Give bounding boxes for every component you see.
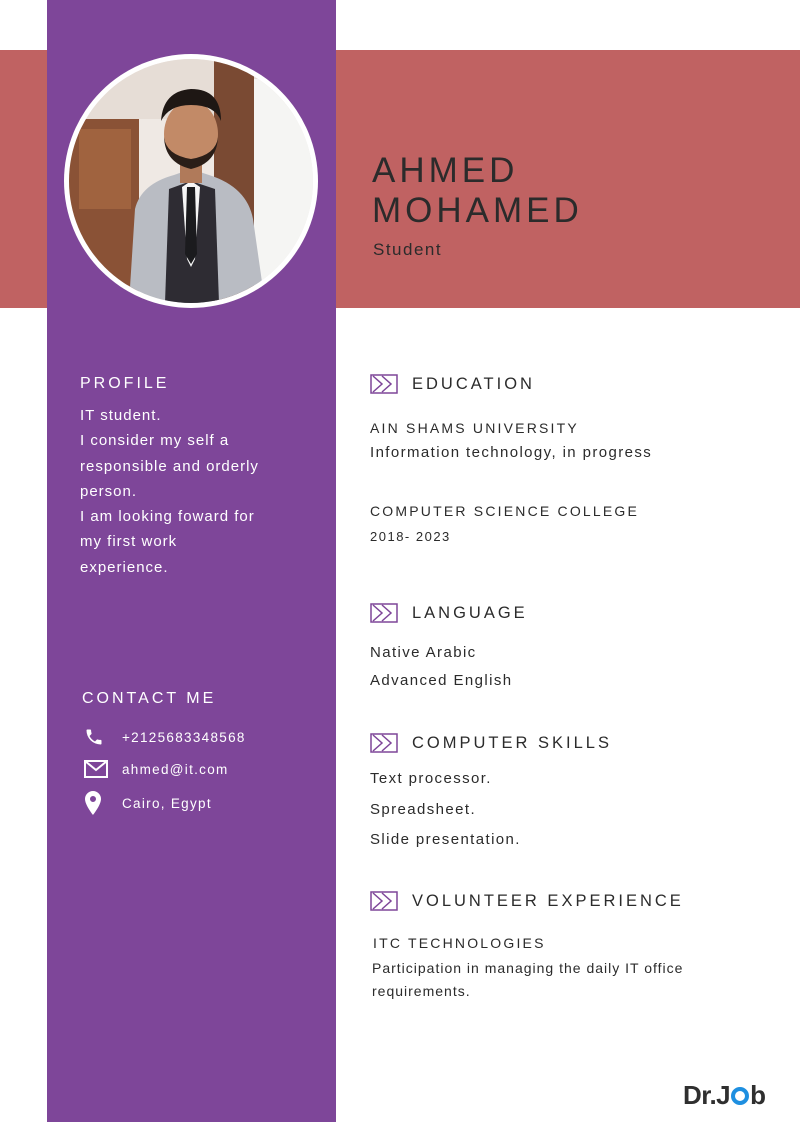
volunteer-description: Participation in managing the daily IT office requirements.: [372, 960, 684, 999]
education-section-header: [370, 374, 535, 394]
language-item: Advanced English: [370, 672, 513, 689]
volunteer-heading: VOLUNTEER EXPERIENCE: [412, 891, 684, 910]
last-name: MOHAMED: [372, 191, 583, 230]
logo-text-end: b: [750, 1080, 766, 1110]
program-name: Information technology, in progress: [370, 444, 653, 461]
profile-line: I consider my self a: [80, 432, 230, 450]
profile-line: experience.: [80, 558, 169, 576]
contact-phone-row: [84, 726, 246, 748]
profile-text: [80, 403, 320, 580]
location-pin-icon: [84, 792, 110, 814]
college-name: COMPUTER SCIENCE COLLEGE: [370, 503, 640, 519]
contact-location-row: [84, 792, 212, 814]
education-heading: EDUCATION: [412, 374, 535, 393]
envelope-icon: [84, 758, 110, 780]
skill-item: Slide presentation.: [370, 831, 521, 848]
phone-icon: [84, 726, 110, 748]
double-chevron-icon: [370, 603, 398, 623]
profile-heading: PROFILE: [80, 375, 170, 392]
profile-line: responsible and orderly: [80, 457, 259, 475]
skills-heading: COMPUTER SKILLS: [412, 733, 612, 752]
profile-line: my first work: [80, 533, 178, 551]
profile-line: person.: [80, 482, 138, 500]
skill-item: Spreadsheet.: [370, 801, 477, 818]
job-title: Student: [373, 240, 443, 259]
drjob-logo: [683, 1080, 766, 1111]
phone-number: +2125683348568: [122, 729, 246, 745]
location: Cairo, Egypt: [122, 795, 212, 811]
language-section-header: [370, 603, 528, 623]
double-chevron-icon: [370, 891, 398, 911]
profile-line: IT student.: [80, 407, 162, 424]
education-years: 2018- 2023: [370, 529, 451, 544]
skill-item: Text processor.: [370, 770, 492, 787]
language-item: Native Arabic: [370, 644, 477, 661]
email-address: ahmed@it.com: [122, 761, 229, 777]
person-photo-illustration: [69, 59, 313, 303]
first-name: AHMED: [372, 151, 519, 190]
volunteer-section-header: [370, 891, 684, 911]
double-chevron-icon: [370, 733, 398, 753]
contact-heading: CONTACT ME: [82, 690, 217, 707]
logo-o-ring-icon: [731, 1087, 749, 1105]
double-chevron-icon: [370, 374, 398, 394]
profile-line: I am looking foward for: [80, 508, 255, 526]
candidate-name: [372, 151, 583, 231]
skills-section-header: [370, 733, 612, 753]
volunteer-organization: ITC TECHNOLOGIES: [373, 935, 546, 951]
university-name: AIN SHAMS UNIVERSITY: [370, 420, 579, 436]
language-heading: LANGUAGE: [412, 603, 528, 622]
logo-text-start: Dr.J: [683, 1080, 731, 1110]
profile-photo: [64, 54, 318, 308]
contact-email-row: [84, 758, 229, 780]
